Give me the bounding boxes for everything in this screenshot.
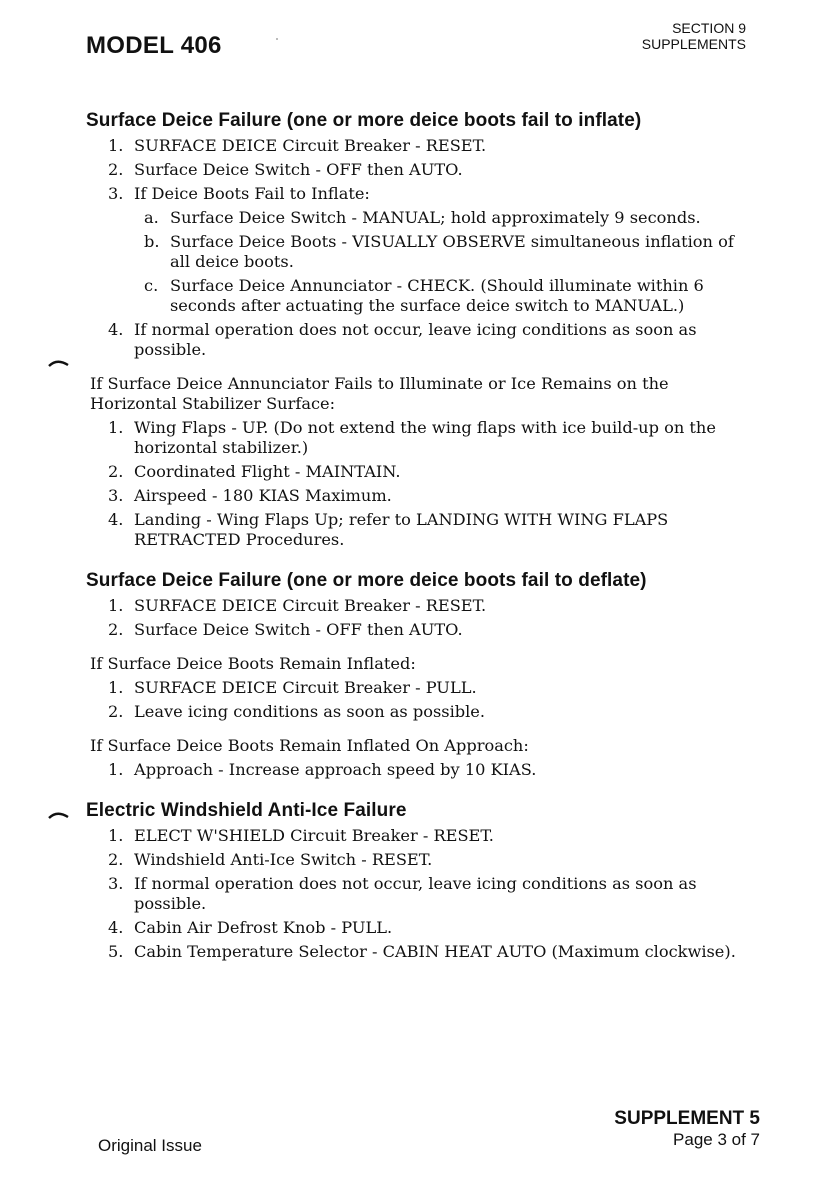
sub-item-text: Surface Deice Annunciator - CHECK. (Should illuminate within 6 seconds after actuating the surface deice switch to MANUAL.) [170,276,704,315]
list-item [86,320,756,360]
footer-issue: Original Issue [98,1136,202,1155]
paragraph-intro: If Surface Deice Annunciator Fails to Illuminate or Ice Remains on the Horizontal Stabilizer Surface: [90,374,669,413]
list-item [86,760,756,780]
item-text: Wing Flaps - UP. (Do not extend the wing flaps with ice build-up on the horizontal stabilizer.) [134,418,716,457]
list-item [86,462,756,482]
item-number: 3. [108,874,124,893]
item-text: SURFACE DEICE Circuit Breaker - RESET. [134,136,487,155]
sub-item-letter: c. [144,276,159,295]
list-item [86,874,756,914]
item-text: Airspeed - 180 KIAS Maximum. [134,486,392,505]
model-title: MODEL 406 [86,32,222,59]
list-item [86,850,756,870]
section-inflate [86,110,756,360]
section-deflate [86,570,756,780]
supplements-label: SUPPLEMENTS [641,36,746,52]
section-annunciator [86,374,756,550]
item-text: Leave icing conditions as soon as possible. [134,702,486,721]
section-title: Electric Windshield Anti-Ice Failure [86,800,407,821]
sub-item-text: Surface Deice Switch - MANUAL; hold approximately 9 seconds. [170,208,701,227]
document-body [86,110,756,966]
change-bar-mark [48,357,68,367]
item-number: 1. [108,826,124,845]
paragraph-intro: If Surface Deice Boots Remain Inflated: [90,654,416,673]
item-number: 2. [108,160,124,179]
list-item [86,678,756,698]
item-number: 2. [108,702,124,721]
item-number: 1. [108,136,124,155]
list-item [86,160,756,180]
item-number: 1. [108,760,124,779]
item-text: Surface Deice Switch - OFF then AUTO. [134,620,463,639]
item-text: ELECT W'SHIELD Circuit Breaker - RESET. [134,826,494,845]
item-number: 2. [108,462,124,481]
item-number: 3. [108,486,124,505]
item-number: 5. [108,942,124,961]
sub-item [86,276,756,316]
sub-item [86,232,756,272]
section-windshield [86,800,756,962]
item-text: Landing - Wing Flaps Up; refer to LANDING WITH WING FLAPS RETRACTED Procedures. [134,510,669,549]
paragraph-intro: If Surface Deice Boots Remain Inflated On Approach: [90,736,529,755]
list-item [86,620,756,640]
item-number: 4. [108,918,124,937]
sub-item-letter: a. [144,208,159,227]
item-number: 1. [108,418,124,437]
item-number: 1. [108,596,124,615]
sub-item-text: Surface Deice Boots - VISUALLY OBSERVE simultaneous inflation of all deice boots. [170,232,734,271]
item-text: If normal operation does not occur, leave icing conditions as soon as possible. [134,320,697,359]
item-number: 4. [108,510,124,529]
sub-item-letter: b. [144,232,160,251]
item-number: 4. [108,320,124,339]
item-text: If normal operation does not occur, leave icing conditions as soon as possible. [134,874,697,913]
list-item [86,184,756,204]
item-text: Cabin Temperature Selector - CABIN HEAT AUTO (Maximum clockwise). [134,942,736,961]
item-text: SURFACE DEICE Circuit Breaker - RESET. [134,596,487,615]
section-title: Surface Deice Failure (one or more deice boots fail to deflate) [86,570,647,591]
list-item [86,826,756,846]
item-number: 1. [108,678,124,697]
list-item [86,942,756,962]
item-number: 3. [108,184,124,203]
list-item [86,702,756,722]
item-text: Approach - Increase approach speed by 10 KIAS. [134,760,537,779]
item-number: 2. [108,850,124,869]
list-item [86,596,756,616]
section-title: Surface Deice Failure (one or more deice boots fail to inflate) [86,110,642,131]
item-text: SURFACE DEICE Circuit Breaker - PULL. [134,678,477,697]
page-number: Page 3 of 7 [673,1130,760,1149]
scan-speck [276,38,278,40]
list-item [86,918,756,938]
list-item [86,486,756,506]
item-text: Windshield Anti-Ice Switch - RESET. [134,850,433,869]
item-number: 2. [108,620,124,639]
section-header [642,20,746,52]
item-text: Cabin Air Defrost Knob - PULL. [134,918,393,937]
list-item [86,418,756,458]
section-label: SECTION 9 [672,20,746,36]
item-text: Surface Deice Switch - OFF then AUTO. [134,160,463,179]
sub-item [86,208,756,228]
change-bar-mark [48,809,68,819]
list-item [86,136,756,156]
item-text: Coordinated Flight - MAINTAIN. [134,462,401,481]
list-item [86,510,756,550]
footer-page-info [614,1108,760,1150]
item-text: If Deice Boots Fail to Inflate: [134,184,370,203]
supplement-number: SUPPLEMENT 5 [614,1108,760,1129]
